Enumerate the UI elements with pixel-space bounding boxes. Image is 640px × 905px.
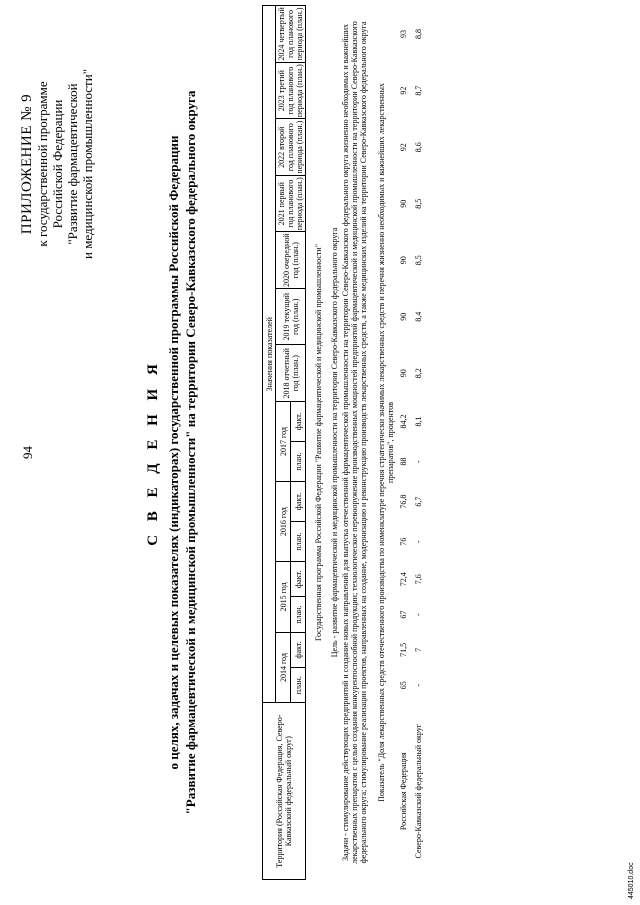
value-cell: -	[414, 613, 423, 616]
territory-cell: Российская Федерация	[399, 752, 408, 831]
value-cell: 8,4	[414, 311, 423, 322]
value-cell: 93	[399, 29, 408, 38]
values-header: Значения показателей	[263, 6, 276, 703]
indicators-table	[262, 5, 426, 880]
appendix-line: и медицинской промышленности"	[80, 69, 95, 259]
document-subtitle: о целях, задачах и целевых показателях (индикаторах) государственной программы Российской Федерации	[166, 135, 181, 770]
indicator-row: Показатель "Доля лекарственных средств отечественного производства по номенклатуре перечня стратегически значимых лекарственных средств и перечня жизненно необходимых и важнейших лекарственных препаратов", процентов	[377, 83, 395, 802]
value-cell: 72,4	[399, 572, 408, 587]
value-cell: 8,5	[414, 198, 423, 209]
value-cell: 92	[399, 86, 408, 95]
value-cell: 90	[399, 199, 408, 208]
year-header-2015: 2015 год	[276, 562, 291, 633]
fact-header: факт.	[291, 632, 306, 667]
territory-header: Территория (Российская Федерация, Северо-Кавказский федеральный округ)	[263, 703, 306, 880]
fact-header: факт.	[291, 482, 306, 522]
value-cell: 8,1	[414, 416, 423, 427]
value-cell: 8,5	[414, 255, 423, 266]
table-row	[411, 6, 426, 880]
value-cell: 71,5	[399, 642, 408, 657]
value-cell: 7	[414, 647, 423, 652]
fact-header: факт.	[291, 402, 306, 442]
document-title: С В Е Д Е Н И Я	[145, 359, 161, 546]
value-cell: 88	[399, 457, 408, 466]
value-cell: 90	[399, 312, 408, 321]
year-header-2023: 2023 третий год планового периода (план.)	[277, 64, 304, 118]
appendix-line: Российской Федерации	[50, 99, 65, 229]
territory-cell: Северо-Кавказский федеральный округ	[414, 723, 423, 859]
year-header-2017: 2017 год	[276, 402, 291, 482]
plan-header: план.	[291, 522, 306, 562]
year-header-2014: 2014 год	[276, 632, 291, 703]
task-row: Задачи - стимулирование действующих предприятий и создание новых направлений для выпуска отечественной фармацевтической промышленности на территории Северо-Кавказского федерального округа жизненно необходимых и важнейших лекарственных препаратов с целью создания конкурентоспособной продукции; технологическое перевооружение производственных мощностей предприятий фармацевтической и медицинской промышленности на территории Северо-Кавказского федерального округа; стимулирование реализации проектов, направленных на создание, модернизацию и реконструкцию производств лекарственных средств, а также медицинских изделий на территории Северо-Кавказского федерального округа	[341, 21, 368, 864]
plan-header: план.	[291, 597, 306, 632]
plan-header: план.	[291, 668, 306, 703]
appendix-line: "Развитие фармацевтической	[65, 83, 80, 245]
fact-header: факт.	[291, 562, 306, 597]
value-cell: -	[414, 540, 423, 543]
year-header-2021: 2021 первый год планового периода (план.)	[277, 177, 304, 231]
value-cell: 8,7	[414, 85, 423, 96]
page-number: 94	[20, 446, 35, 459]
value-cell: 65	[399, 681, 408, 690]
value-cell: 67	[399, 610, 408, 619]
value-cell: 76,8	[399, 494, 408, 509]
value-cell: 8,6	[414, 142, 423, 153]
value-cell: -	[414, 460, 423, 463]
program-row: Государственная программа Российской Федерации "Развитие фармацевтической и медицинской промышленности"	[314, 244, 323, 641]
value-cell: 90	[399, 256, 408, 265]
year-header-2020: 2020 очередной год (план.)	[276, 232, 306, 289]
appendix-heading	[20, 9, 95, 319]
appendix-number: ПРИЛОЖЕНИЕ № 9	[19, 93, 35, 235]
appendix-line: к государственной программе	[35, 81, 50, 247]
value-cell: -	[414, 683, 423, 687]
file-name: 445010.doc	[628, 862, 635, 899]
value-cell: 7,6	[414, 574, 423, 585]
year-header-2022: 2022 второй год планового периода (план.)	[277, 120, 304, 174]
table-row	[396, 6, 411, 880]
goal-row: Цель - развитие фармацевтической и медицинской промышленности на территории Северо-Кавказского федерального округа	[330, 227, 339, 658]
plan-header: план.	[291, 442, 306, 482]
year-header-2018: 2018 отчетный год (план.)	[276, 345, 306, 402]
value-cell: 76	[399, 537, 408, 546]
value-cell: 8,8	[414, 28, 423, 39]
year-header-2019: 2019 текущий год (план.)	[276, 288, 306, 345]
value-cell: 92	[399, 143, 408, 152]
year-header-2016: 2016 год	[276, 482, 291, 562]
value-cell: 90	[399, 369, 408, 378]
value-cell: 84,2	[399, 414, 408, 429]
value-cell: 8,2	[414, 368, 423, 379]
year-header-2024: 2024 четвертый год планового периода (план.)	[277, 7, 304, 61]
document-subtitle: "Развитие фармацевтической и медицинской промышленности" на территории Северо-Кавказского федерального округа	[183, 90, 198, 815]
value-cell: 6,7	[414, 496, 423, 507]
